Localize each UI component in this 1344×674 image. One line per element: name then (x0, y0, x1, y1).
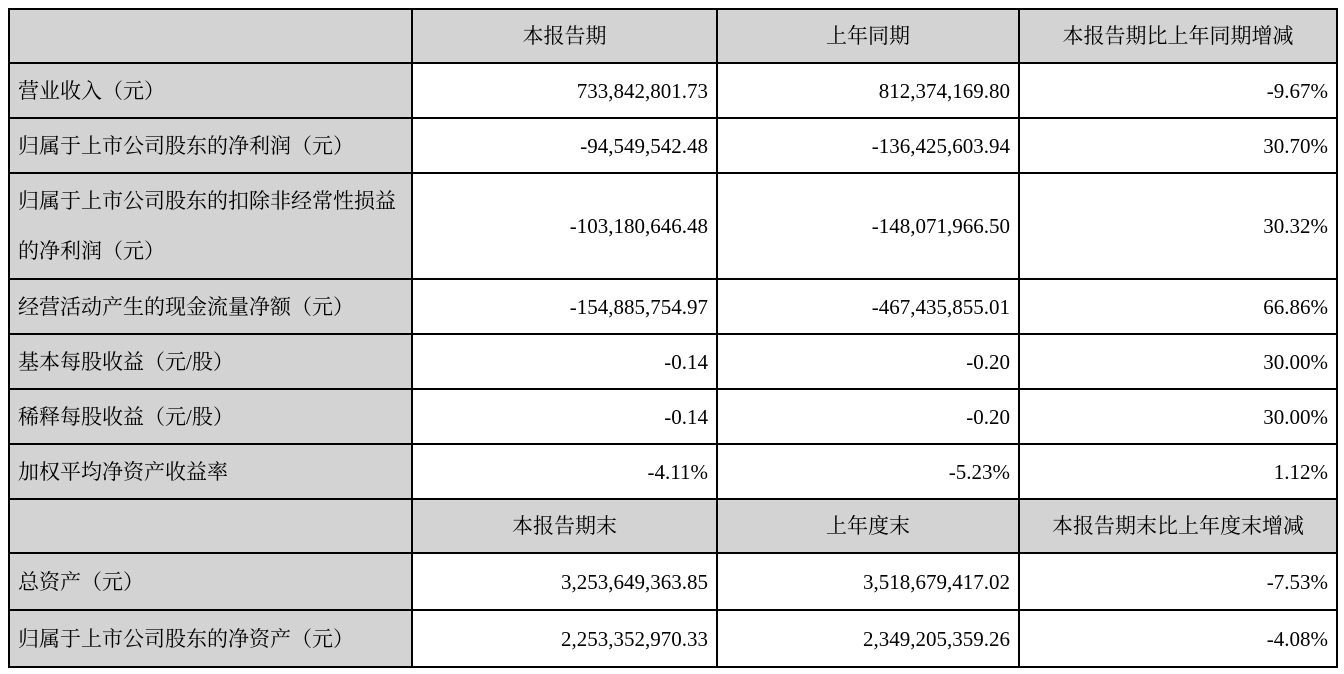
row-label: 归属于上市公司股东的净资产（元） (9, 610, 412, 667)
cell-prior: -0.20 (717, 334, 1019, 389)
section2-header-change: 本报告期末比上年度末增减 (1019, 499, 1337, 553)
row-label: 加权平均净资产收益率 (9, 444, 412, 499)
row-label: 营业收入（元） (9, 63, 412, 118)
cell-change: 30.00% (1019, 389, 1337, 444)
row-label: 经营活动产生的现金流量净额（元） (9, 279, 412, 334)
row-label: 稀释每股收益（元/股） (9, 389, 412, 444)
section1-header-row (9, 9, 1337, 63)
cell-current: -0.14 (412, 389, 717, 444)
cell-change: 30.00% (1019, 334, 1337, 389)
cell-change: 30.70% (1019, 118, 1337, 173)
cell-current: -154,885,754.97 (412, 279, 717, 334)
cell-prior: -0.20 (717, 389, 1019, 444)
section1-header-prior: 上年同期 (717, 9, 1019, 63)
table-row-weighted-avg-roe (9, 444, 1337, 499)
table-row-revenue (9, 63, 1337, 118)
row-label: 归属于上市公司股东的扣除非经常性损益的净利润（元） (9, 173, 412, 279)
cell-current: -103,180,646.48 (412, 173, 717, 279)
cell-prior: 812,374,169.80 (717, 63, 1019, 118)
cell-current: 733,842,801.73 (412, 63, 717, 118)
cell-change: 1.12% (1019, 444, 1337, 499)
table-row-basic-eps (9, 334, 1337, 389)
row-label: 归属于上市公司股东的净利润（元） (9, 118, 412, 173)
cell-current: 3,253,649,363.85 (412, 553, 717, 610)
cell-prior: -467,435,855.01 (717, 279, 1019, 334)
section2-header-row (9, 499, 1337, 553)
table-row-net-assets (9, 610, 1337, 667)
table-row-total-assets (9, 553, 1337, 610)
cell-change: -9.67% (1019, 63, 1337, 118)
cell-current: -94,549,542.48 (412, 118, 717, 173)
section1-corner-cell (9, 9, 412, 63)
cell-change: -4.08% (1019, 610, 1337, 667)
section2-header-current: 本报告期末 (412, 499, 717, 553)
table-row-operating-cash-flow (9, 279, 1337, 334)
financial-summary-table (8, 8, 1338, 668)
cell-current: -4.11% (412, 444, 717, 499)
section1-header-current: 本报告期 (412, 9, 717, 63)
row-label: 基本每股收益（元/股） (9, 334, 412, 389)
section2-header-prior: 上年度末 (717, 499, 1019, 553)
cell-prior: -5.23% (717, 444, 1019, 499)
cell-prior: 2,349,205,359.26 (717, 610, 1019, 667)
section1-header-change: 本报告期比上年同期增减 (1019, 9, 1337, 63)
cell-change: -7.53% (1019, 553, 1337, 610)
cell-change: 30.32% (1019, 173, 1337, 279)
row-label: 总资产（元） (9, 553, 412, 610)
table-row-net-profit-excl-nonrecurring (9, 173, 1337, 279)
section2-corner-cell (9, 499, 412, 553)
table-row-net-profit (9, 118, 1337, 173)
cell-prior: -136,425,603.94 (717, 118, 1019, 173)
cell-prior: 3,518,679,417.02 (717, 553, 1019, 610)
table-row-diluted-eps (9, 389, 1337, 444)
cell-change: 66.86% (1019, 279, 1337, 334)
cell-prior: -148,071,966.50 (717, 173, 1019, 279)
cell-current: 2,253,352,970.33 (412, 610, 717, 667)
cell-current: -0.14 (412, 334, 717, 389)
